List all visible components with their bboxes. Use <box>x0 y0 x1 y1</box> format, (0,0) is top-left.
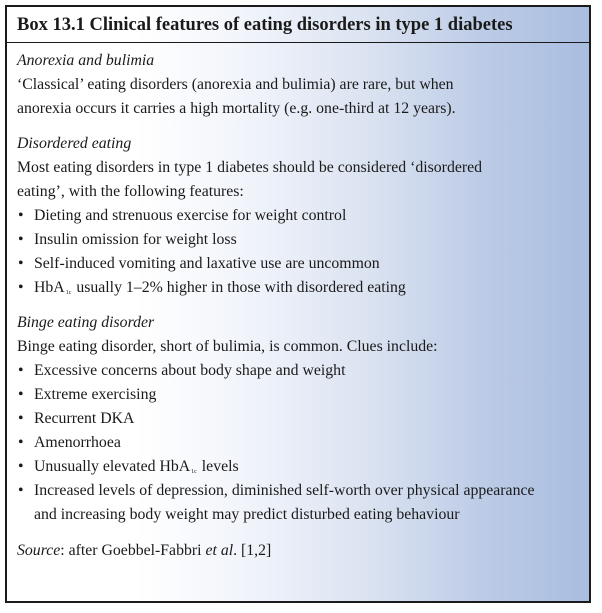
list-item <box>17 455 581 479</box>
bullet-icon: • <box>18 231 24 248</box>
bullet-icon: • <box>18 410 24 427</box>
subscript: 1c <box>65 290 72 296</box>
bullet-icon: • <box>18 279 24 296</box>
item-text: Excessive concerns about body shape and weight <box>34 362 346 379</box>
item-text-continued: usually 1–2% higher in those with disordered eating <box>72 279 406 296</box>
list-item <box>17 479 544 527</box>
list-item <box>17 407 581 431</box>
item-text-continued: levels <box>197 458 239 475</box>
list-item <box>17 204 581 228</box>
source-refs: . [1,2] <box>233 542 272 559</box>
list-item <box>17 359 581 383</box>
item-text: Amenorrhoea <box>34 434 121 451</box>
bullet-icon: • <box>18 386 24 403</box>
box-content <box>17 49 581 563</box>
item-text: Recurrent DKA <box>34 410 135 427</box>
clinical-box <box>5 5 591 603</box>
item-text: Increased levels of depression, diminished self-worth over physical appearance and increasing body weight may predict disturbed eating behaviour <box>34 482 535 523</box>
source-citation <box>17 539 581 563</box>
section-heading: Disordered eating <box>17 135 132 152</box>
bullet-icon: • <box>18 434 24 451</box>
source-label: Source <box>17 542 61 559</box>
item-text: Self-induced vomiting and laxative use are uncommon <box>34 255 380 272</box>
box-title: Box 13.1 Clinical features of eating disorders in type 1 diabetes <box>17 15 513 35</box>
section-disordered-eating <box>17 132 581 300</box>
bullet-icon: • <box>18 255 24 272</box>
item-text: Insulin omission for weight loss <box>34 231 237 248</box>
item-text: HbA <box>34 279 65 296</box>
item-text: Extreme exercising <box>34 386 157 403</box>
list-item <box>17 383 581 407</box>
item-text: Unusually elevated HbA <box>34 458 191 475</box>
feature-list <box>17 204 581 300</box>
section-heading: Binge eating disorder <box>17 314 155 331</box>
title-divider <box>7 42 589 43</box>
bullet-icon: • <box>18 482 24 499</box>
list-item <box>17 228 581 252</box>
list-item <box>17 276 581 300</box>
bullet-icon: • <box>18 207 24 224</box>
intro-line: ‘Classical’ eating disorders (anorexia and bulimia) are rare, but when <box>17 76 454 93</box>
intro-line: anorexia occurs it carries a high mortality (e.g. one-third at 12 years). <box>17 100 456 117</box>
section-heading: Anorexia and bulimia <box>17 52 155 69</box>
source-etal: et al <box>205 542 234 559</box>
item-text: Dieting and strenuous exercise for weight control <box>34 207 347 224</box>
intro-line: eating’, with the following features: <box>17 183 244 200</box>
intro-line: Most eating disorders in type 1 diabetes should be considered ‘disordered <box>17 159 483 176</box>
section-anorexia-bulimia <box>17 49 581 121</box>
list-item <box>17 431 581 455</box>
list-item <box>17 252 581 276</box>
clue-list <box>17 359 581 527</box>
bullet-icon: • <box>18 458 24 475</box>
bullet-icon: • <box>18 362 24 379</box>
section-binge-eating <box>17 311 581 527</box>
source-text: : after Goebbel-Fabbri <box>60 542 206 559</box>
intro-line: Binge eating disorder, short of bulimia, is common. Clues include: <box>17 338 438 355</box>
subscript: 1c <box>191 469 197 475</box>
